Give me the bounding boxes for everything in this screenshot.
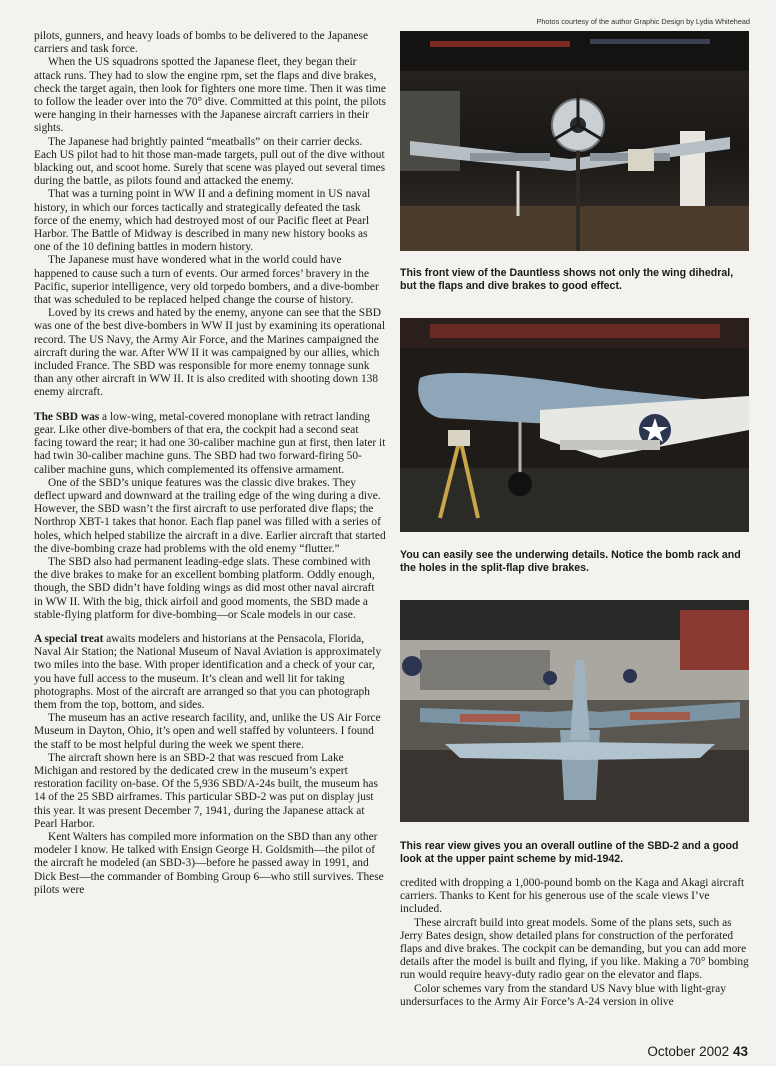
left-column-paragraph bbox=[34, 254, 386, 307]
paragraph-text: Kent Walters has compiled more information on the SBD than any other modeler I know. He talked with Ensign George H. Goldsmith—the pilot of the aircraft he modeled (an SBD-3)—before he passed away in 1991, and Dick Best—the commander of Bombing Group 6—who still survives. These pilots were bbox=[34, 830, 384, 896]
paragraph-text: Loved by its crews and hated by the enemy, anyone can see that the SBD was one of the best dive-bombers in WW II just by examining its operational record. The US Navy, the Army Air Force, and the Marines campaigned the aircraft during the war. After WW II it was campaigned by our allies, which included France. The SBD was responsible for more enemy tonnage sunk than any other aircraft in WW II. It is also credited with shooting down 138 enemy aircraft. bbox=[34, 307, 386, 399]
page-folio bbox=[560, 1044, 748, 1059]
left-column-paragraph bbox=[34, 411, 386, 477]
left-column-paragraph bbox=[34, 56, 386, 135]
paragraph-text: a low-wing, metal-covered monoplane with retract landing gear. Like other dive-bombers of that era, the cockpit had a second seat facing toward the rear; it had one 30-caliber machine gun at first, then later it had twin 30-caliber machine guns. The SBD had two forward-firing 50-caliber machine guns, which complemented its offensive armament. bbox=[34, 410, 386, 476]
right-column bbox=[400, 877, 749, 1009]
left-column-paragraph bbox=[34, 633, 386, 712]
left-column bbox=[34, 30, 386, 897]
paragraph-text: That was a turning point in WW II and a defining moment in US naval history, in which our forces tactically and strategically defeated the task force of the enemy, which had destroyed most of our Pacific fleet at Pearl Harbor. The Battle of Midway is described in many new history books as one of the 10 defining battles in modern history. bbox=[34, 188, 371, 254]
left-column-paragraph bbox=[34, 712, 386, 752]
paragraph-text: One of the SBD’s unique features was the classic dive brakes. They deflect upward and downward at the trailing edge of the wing during a dive. However, the SBD wasn’t the first aircraft to use perforated dive flaps; the Northrop XBT-1 takes that honor. Each flap panel was filled with a series of holes, which helped stabilize the aircraft in a dive. Earlier aircraft that started the dive-bombing craze had problems with the old enemy “flutter.” bbox=[34, 476, 386, 555]
left-column-paragraph bbox=[34, 556, 386, 622]
section-lead-in: The SBD was bbox=[34, 410, 100, 423]
paragraph-text: credited with dropping a 1,000-pound bomb on the Kaga and Akagi aircraft carriers. Thanks to Kent for his generous use of the scale views I’ve included. bbox=[400, 877, 745, 916]
right-column-paragraph bbox=[400, 983, 749, 1009]
paragraph-text: The Japanese had brightly painted “meatballs” on their carrier decks. Each US pilot had to hit those man-made targets, pull out of the dive without blacking out, and scoot home. Surely that scene was played out several times during the battle, as pilots found and attacked the enemy. bbox=[34, 135, 386, 188]
left-column-paragraph bbox=[34, 136, 386, 189]
left-column-paragraph bbox=[34, 477, 386, 556]
issue-month: October 2002 bbox=[647, 1044, 730, 1059]
left-column-paragraph bbox=[34, 752, 386, 831]
paragraph-text: The SBD also had permanent leading-edge slats. These combined with the dive brakes to make for an excellent bombing platform. Oddly enough, though, the SBD didn’t have folding wings as did most other naval aircraft in WW II. With the big, thick airfoil and good moments, the SBD made a stable-flying platform for dive-bombing—or Scale models in our case. bbox=[34, 555, 375, 621]
photo-credit: Photos courtesy of the author Graphic Design by Lydia Whitehead bbox=[536, 17, 750, 26]
page-number: 43 bbox=[732, 1044, 748, 1059]
paragraph-text: Color schemes vary from the standard US Navy blue with light-gray undersurfaces to the Army Air Force’s A-24 version in olive bbox=[400, 982, 726, 1008]
photo-front-view bbox=[400, 31, 749, 251]
paragraph-text: The aircraft shown here is an SBD-2 that was rescued from Lake Michigan and restored by the dedicated crew in the museum’s expert restoration facility on-base. Of the 5,936 SBD/A-24s built, the museum has 14 of the 25 SBD airframes. This particular SBD-2 was put on display just this year. It was present December 7, 1941, during the Japanese attack at Pearl Harbor. bbox=[34, 751, 378, 830]
caption-underwing-view: You can easily see the underwing details. Notice the bomb rack and the holes in the split-flap dive brakes. bbox=[400, 549, 741, 574]
paragraph-text: When the US squadrons spotted the Japanese fleet, they began their attack runs. They had to slow the engine rpm, set the flaps and dive brakes, check the target again, then look for fighters one more time. Then it was time to follow the leader over into the 70° dive. Committed at this point, the pilots were hanging in their harnesses with the Japanese aircraft carriers in their sights. bbox=[34, 56, 386, 135]
paragraph-text: The Japanese must have wondered what in the world could have happened to cause such a turn of events. Our armed forces’ bravery in the Pacific, superior intelligence, very old torpedo bombers, and a dive-bomber that was scheduled to be replaced helped change the course of history. bbox=[34, 254, 379, 307]
photo-underwing-view bbox=[400, 318, 749, 532]
paragraph-text: These aircraft build into great models. Some of the plans sets, such as Jerry Bates design, show detailed plans for construction of the perforated flaps and dive brakes. The cockpit can be demanding, but you can add more details after the model is built and flying, if you like. Making a 70° bombing run would require heavy-duty radio gear on the elevator and flaps. bbox=[400, 916, 749, 982]
left-column-paragraph bbox=[34, 30, 386, 56]
right-column-paragraph bbox=[400, 877, 749, 917]
left-column-paragraph bbox=[34, 307, 386, 399]
left-column-paragraph bbox=[34, 188, 386, 254]
paragraph-text: awaits modelers and historians at the Pensacola, Florida, Naval Air Station; the National Museum of Naval Aviation is approximately two miles into the base. With proper identification and a check of your car, you have full access to the museum. It’s clean and well lit for taking photographs. Most of the aircraft are arranged so that you can photograph them from the top, bottom, and sides. bbox=[34, 632, 382, 711]
photo-rear-view bbox=[400, 600, 749, 822]
caption-rear-view: This rear view gives you an overall outline of the SBD-2 and a good look at the upper paint scheme by mid-1942. bbox=[400, 840, 739, 865]
left-column-paragraph bbox=[34, 831, 386, 897]
paragraph-text: The museum has an active research facility, and, unlike the US Air Force Museum in Dayton, Ohio, it’s open and well staffed by volunteers. I found the staff to be most helpful during the week we spent there. bbox=[34, 712, 381, 751]
right-column-paragraph bbox=[400, 917, 749, 983]
paragraph-text: pilots, gunners, and heavy loads of bombs to be delivered to the Japanese carriers and task force. bbox=[34, 30, 369, 56]
section-lead-in: A special treat bbox=[34, 632, 104, 645]
caption-front-view: This front view of the Dauntless shows not only the wing dihedral, but the flaps and dive brakes to good effect. bbox=[400, 267, 734, 292]
